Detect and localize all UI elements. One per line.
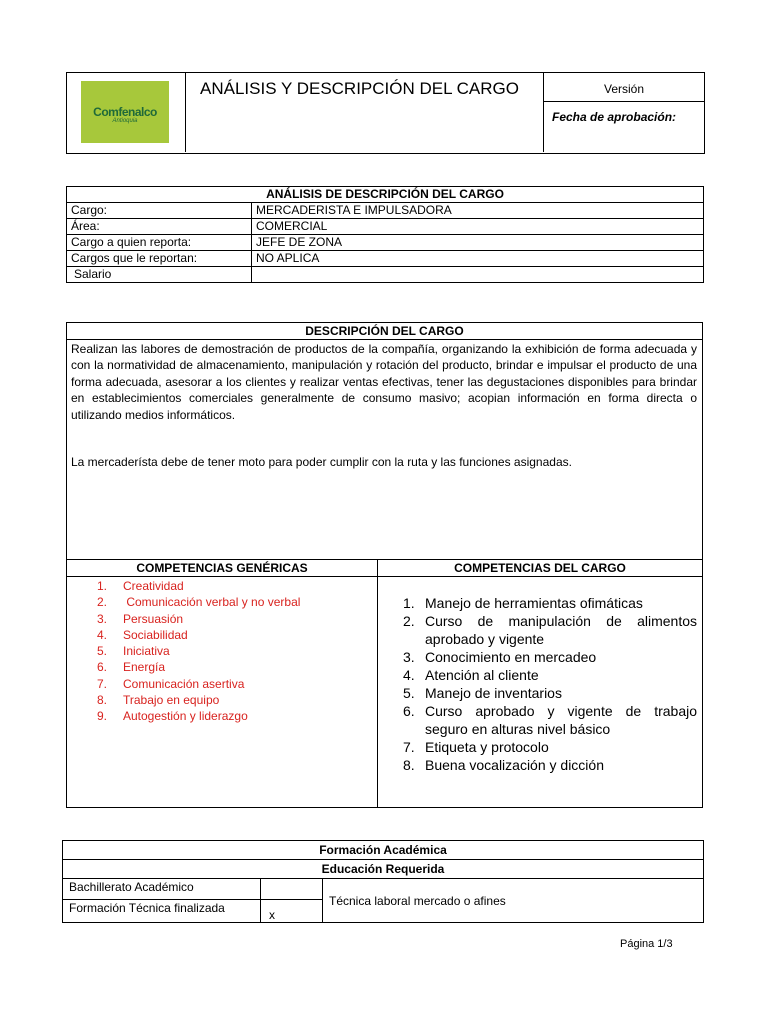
job-description-section bbox=[66, 322, 703, 808]
list-item-text: Persuasión bbox=[123, 611, 184, 626]
info-label-salary bbox=[67, 267, 252, 283]
table-row bbox=[67, 203, 704, 219]
info-label-reports-to: Cargo a quien reporta: bbox=[67, 235, 252, 251]
list-item-number: 8. bbox=[403, 757, 415, 773]
info-value-reports: NO APLICA bbox=[252, 251, 704, 267]
info-label-cargo: Cargo: bbox=[67, 203, 252, 219]
competencies-divider-horizontal bbox=[67, 576, 702, 577]
competencies-area bbox=[67, 559, 702, 807]
generic-competencies-title: COMPETENCIAS GENÉRICAS bbox=[136, 561, 308, 575]
list-item bbox=[97, 708, 300, 724]
list-item-number: 7. bbox=[97, 676, 108, 691]
info-value-cargo: MERCADERISTA E IMPULSADORA bbox=[252, 203, 704, 219]
list-item-text: Curso aprobado y vigente de trabajo seguro en alturas nivel básico bbox=[425, 703, 697, 737]
academic-formation-table bbox=[62, 840, 704, 923]
formation-mark-tecnica: x bbox=[261, 900, 323, 923]
list-item-number: 3. bbox=[97, 611, 108, 626]
info-value-salary bbox=[252, 267, 704, 283]
list-item-text: Etiqueta y protocolo bbox=[425, 739, 549, 755]
list-item-number: 9. bbox=[97, 709, 108, 724]
list-item-text: Autogestión y liderazgo bbox=[123, 709, 248, 724]
table-row bbox=[63, 841, 704, 860]
info-label-area: Área: bbox=[67, 219, 252, 235]
list-item-text: Comunicación asertiva bbox=[123, 676, 245, 691]
list-item bbox=[403, 666, 697, 684]
approval-date-label: Fecha de aprobación: bbox=[552, 110, 677, 124]
version-label: Versión bbox=[603, 82, 645, 96]
formation-detail: Técnica laboral mercado o afines bbox=[323, 879, 704, 923]
list-item bbox=[97, 578, 300, 594]
generic-competencies-list bbox=[97, 578, 300, 725]
job-competencies-title: COMPETENCIAS DEL CARGO bbox=[454, 561, 626, 575]
list-item bbox=[403, 648, 697, 666]
version-divider bbox=[544, 101, 704, 102]
list-item bbox=[403, 684, 697, 702]
formation-label-tecnica: Formación Técnica finalizada bbox=[63, 900, 261, 923]
salary-label-text: Salario bbox=[74, 267, 112, 281]
list-item bbox=[97, 594, 300, 610]
info-value-reports-to: JEFE DE ZONA bbox=[252, 235, 704, 251]
list-item-number: 7. bbox=[403, 739, 415, 755]
list-item bbox=[97, 692, 300, 708]
list-item-text: Curso de manipulación de alimentos aprobado y vigente bbox=[425, 613, 697, 647]
list-item-number: 8. bbox=[97, 693, 108, 708]
list-item-text: Conocimiento en mercadeo bbox=[425, 649, 597, 665]
table-row bbox=[67, 235, 704, 251]
list-item-number: 6. bbox=[403, 703, 415, 719]
list-item-number: 4. bbox=[403, 667, 415, 683]
list-item bbox=[97, 611, 300, 627]
list-item-number: 6. bbox=[97, 660, 108, 675]
job-competencies-list bbox=[403, 594, 697, 774]
description-note: La mercaderísta debe de tener moto para poder cumplir con la ruta y las funciones asignadas. bbox=[71, 455, 572, 469]
list-item-number: 1. bbox=[97, 579, 108, 593]
version-box bbox=[543, 73, 704, 152]
list-item-number: 4. bbox=[97, 627, 108, 642]
formation-subtitle: Educación Requerida bbox=[63, 860, 704, 879]
document-title: ANÁLISIS Y DESCRIPCIÓN DEL CARGO bbox=[200, 79, 519, 98]
list-item bbox=[403, 738, 697, 756]
list-item-number: 2. bbox=[403, 613, 415, 629]
table-row bbox=[67, 251, 704, 267]
list-item-text: Manejo de inventarios bbox=[425, 685, 562, 701]
list-item-number: 5. bbox=[97, 644, 108, 659]
list-item-text: Atención al cliente bbox=[425, 667, 539, 683]
list-item bbox=[403, 702, 697, 738]
competencies-divider-vertical bbox=[377, 560, 378, 807]
table-row bbox=[63, 879, 704, 900]
table-row bbox=[67, 267, 704, 283]
formation-title: Formación Académica bbox=[63, 841, 704, 860]
list-item-text: Manejo de herramientas ofimáticas bbox=[425, 595, 643, 611]
comfenalco-logo bbox=[81, 81, 169, 143]
list-item-text: Energía bbox=[123, 660, 166, 675]
list-item-text: Comunicación verbal y no verbal bbox=[123, 595, 301, 610]
formation-label-bachillerato: Bachillerato Académico bbox=[63, 879, 261, 900]
list-item bbox=[97, 643, 300, 659]
list-item bbox=[403, 594, 697, 612]
document-header bbox=[66, 72, 705, 154]
logo-cell bbox=[67, 73, 186, 152]
job-info-table bbox=[66, 186, 704, 283]
description-title: DESCRIPCIÓN DEL CARGO bbox=[67, 323, 702, 340]
page-number: Página 1/3 bbox=[620, 938, 673, 950]
list-item-text: Trabajo en equipo bbox=[123, 693, 220, 708]
list-item-text: Iniciativa bbox=[123, 644, 170, 659]
list-item bbox=[97, 676, 300, 692]
table-row bbox=[67, 219, 704, 235]
list-item bbox=[97, 627, 300, 643]
formation-mark-bachillerato bbox=[261, 879, 323, 900]
list-item-text: Creatividad bbox=[123, 579, 184, 593]
info-table-header-row bbox=[67, 187, 704, 203]
list-item bbox=[403, 756, 697, 774]
list-item-text: Buena vocalización y dicción bbox=[425, 757, 604, 773]
list-item-number: 2. bbox=[97, 595, 108, 610]
info-table-title: ANÁLISIS DE DESCRIPCIÓN DEL CARGO bbox=[67, 187, 704, 203]
description-text: Realizan las labores de demostración de productos de la compañía, organizando la exhibición de forma adecuada y con la normatividad de almacenamiento, manipulación y rotación del producto, brindar e impulsar el producto de una forma adecuada, asesorar a los clientes y realizar ventas efectivas, tener las degustaciones disponibles para brindar en establecimientos comerciales generalmente de consumo masivo; acopian información en forma directa o utilizando medios informáticos. bbox=[71, 342, 697, 422]
info-label-reports: Cargos que le reportan: bbox=[67, 251, 252, 267]
list-item-number: 1. bbox=[403, 595, 415, 611]
table-row bbox=[63, 860, 704, 879]
list-item bbox=[97, 659, 300, 675]
info-value-area: COMERCIAL bbox=[252, 219, 704, 235]
list-item bbox=[403, 612, 697, 648]
list-item-text: Sociabilidad bbox=[123, 627, 188, 642]
list-item-number: 5. bbox=[403, 685, 415, 701]
logo-subtext: Antioquia bbox=[112, 118, 138, 124]
logo-text: Comfenalco bbox=[93, 105, 157, 119]
list-item-number: 3. bbox=[403, 649, 415, 665]
